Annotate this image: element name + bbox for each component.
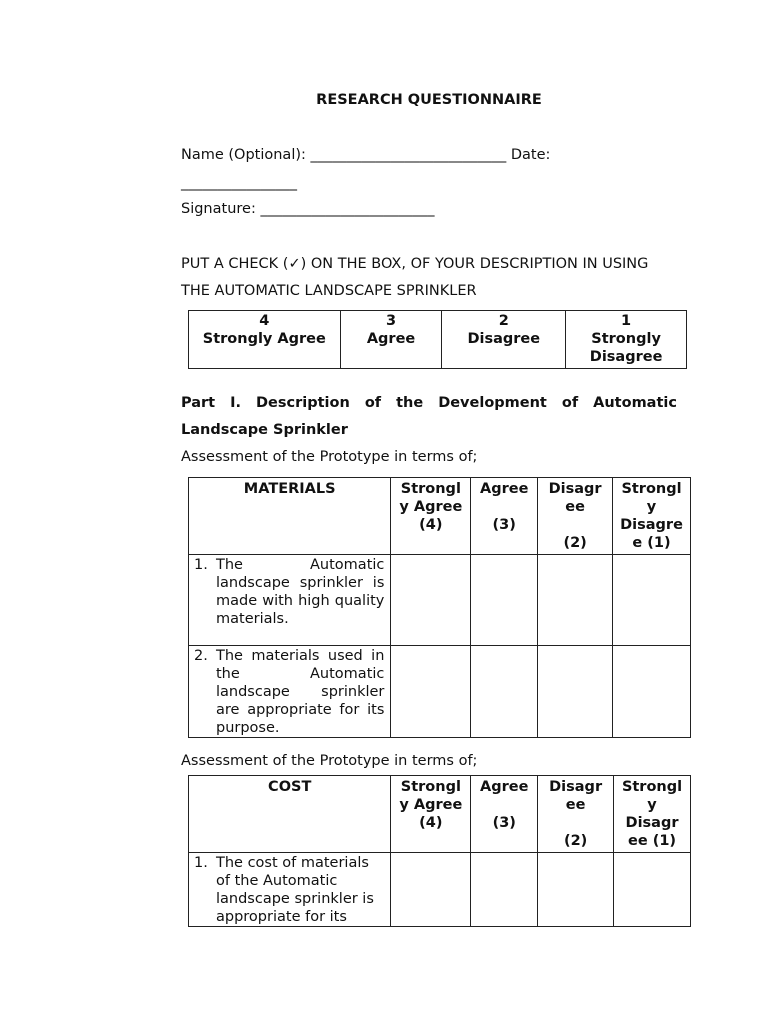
disagree-header: Disagr ee (2) [538, 478, 613, 555]
statement-text: The cost of materials of the Automatic landscape sprinkler is appropriate for its [216, 855, 374, 925]
agree-header: Agree (3) [471, 478, 538, 555]
strongly-agree-header: Strongl y Agree (4) [391, 478, 471, 555]
check-box-strongly-disagree[interactable] [613, 555, 691, 646]
strongly-agree-header: Strongl y Agree (4) [391, 776, 471, 853]
cost-intro: Assessment of the Prototype in terms of; [181, 753, 478, 769]
scale-label: Strongly Agree [202, 331, 326, 347]
heading-word: Automatic [593, 395, 677, 411]
check-box-agree[interactable] [471, 555, 538, 646]
signature-line: Signature: ________________________ [181, 201, 435, 217]
check-box-strongly-agree[interactable] [391, 646, 471, 738]
heading-word: of [561, 395, 579, 411]
agree-header: Agree (3) [471, 776, 538, 853]
heading-word: Development [438, 395, 547, 411]
scale-number: 1 [621, 313, 632, 329]
statement-cell [189, 646, 391, 738]
scale-label: Disagree [467, 331, 541, 347]
cost-table [188, 775, 691, 927]
check-box-strongly-agree[interactable] [391, 853, 471, 927]
disagree-header: Disagr ee (2) [538, 776, 614, 853]
statement-number: 1. [194, 855, 208, 871]
scale-label: Strongly Disagree [589, 331, 663, 365]
check-box-strongly-disagree[interactable] [614, 853, 691, 927]
check-box-agree[interactable] [471, 646, 538, 738]
materials-table [188, 477, 691, 738]
check-box-agree[interactable] [471, 853, 538, 927]
scale-number: 2 [498, 313, 509, 329]
name-date-line: Name (Optional): ___________________________ Date: [181, 147, 551, 163]
heading-word: Description [256, 395, 350, 411]
date-blank-line: ________________ [181, 175, 297, 191]
statement-number: 1. [194, 557, 208, 573]
cost-header: COST [189, 776, 391, 853]
scale-label: Agree [366, 331, 416, 347]
page-title: RESEARCH QUESTIONNAIRE [316, 92, 542, 108]
rating-scale-table [188, 310, 687, 369]
instruction-line-2: THE AUTOMATIC LANDSCAPE SPRINKLER [181, 283, 477, 299]
table-row [189, 555, 691, 646]
scale-cell [340, 311, 442, 369]
statement-number: 2. [194, 648, 208, 664]
scale-cell [566, 311, 687, 369]
instruction-line-1: PUT A CHECK (✓) ON THE BOX, OF YOUR DESCRIPTION IN USING [181, 256, 649, 272]
materials-header: MATERIALS [189, 478, 391, 555]
statement-cell [189, 555, 391, 646]
scale-cell [189, 311, 341, 369]
scale-cell [442, 311, 566, 369]
part1-heading-line1 [181, 395, 677, 411]
table-row [189, 853, 691, 927]
check-box-disagree[interactable] [538, 853, 614, 927]
part1-heading-line2: Landscape Sprinkler [181, 422, 348, 438]
check-box-disagree[interactable] [538, 555, 613, 646]
scale-number: 3 [385, 313, 397, 329]
heading-word: the [396, 395, 424, 411]
table-row [189, 646, 691, 738]
heading-word: I. [230, 395, 242, 411]
check-box-disagree[interactable] [538, 646, 613, 738]
heading-word: of [364, 395, 382, 411]
strongly-disagree-header: Strongl y Disagr ee (1) [614, 776, 691, 853]
heading-word: Part [181, 395, 216, 411]
statement-text: The Automatic landscape sprinkler is made with high quality materials. [216, 557, 385, 627]
materials-intro: Assessment of the Prototype in terms of; [181, 449, 478, 465]
check-box-strongly-agree[interactable] [391, 555, 471, 646]
scale-number: 4 [259, 313, 270, 329]
statement-text: The materials used in the Automatic landscape sprinkler are appropriate for its purpose. [216, 648, 385, 736]
strongly-disagree-header: Strongl y Disagre e (1) [613, 478, 691, 555]
statement-cell [189, 853, 391, 927]
check-box-strongly-disagree[interactable] [613, 646, 691, 738]
